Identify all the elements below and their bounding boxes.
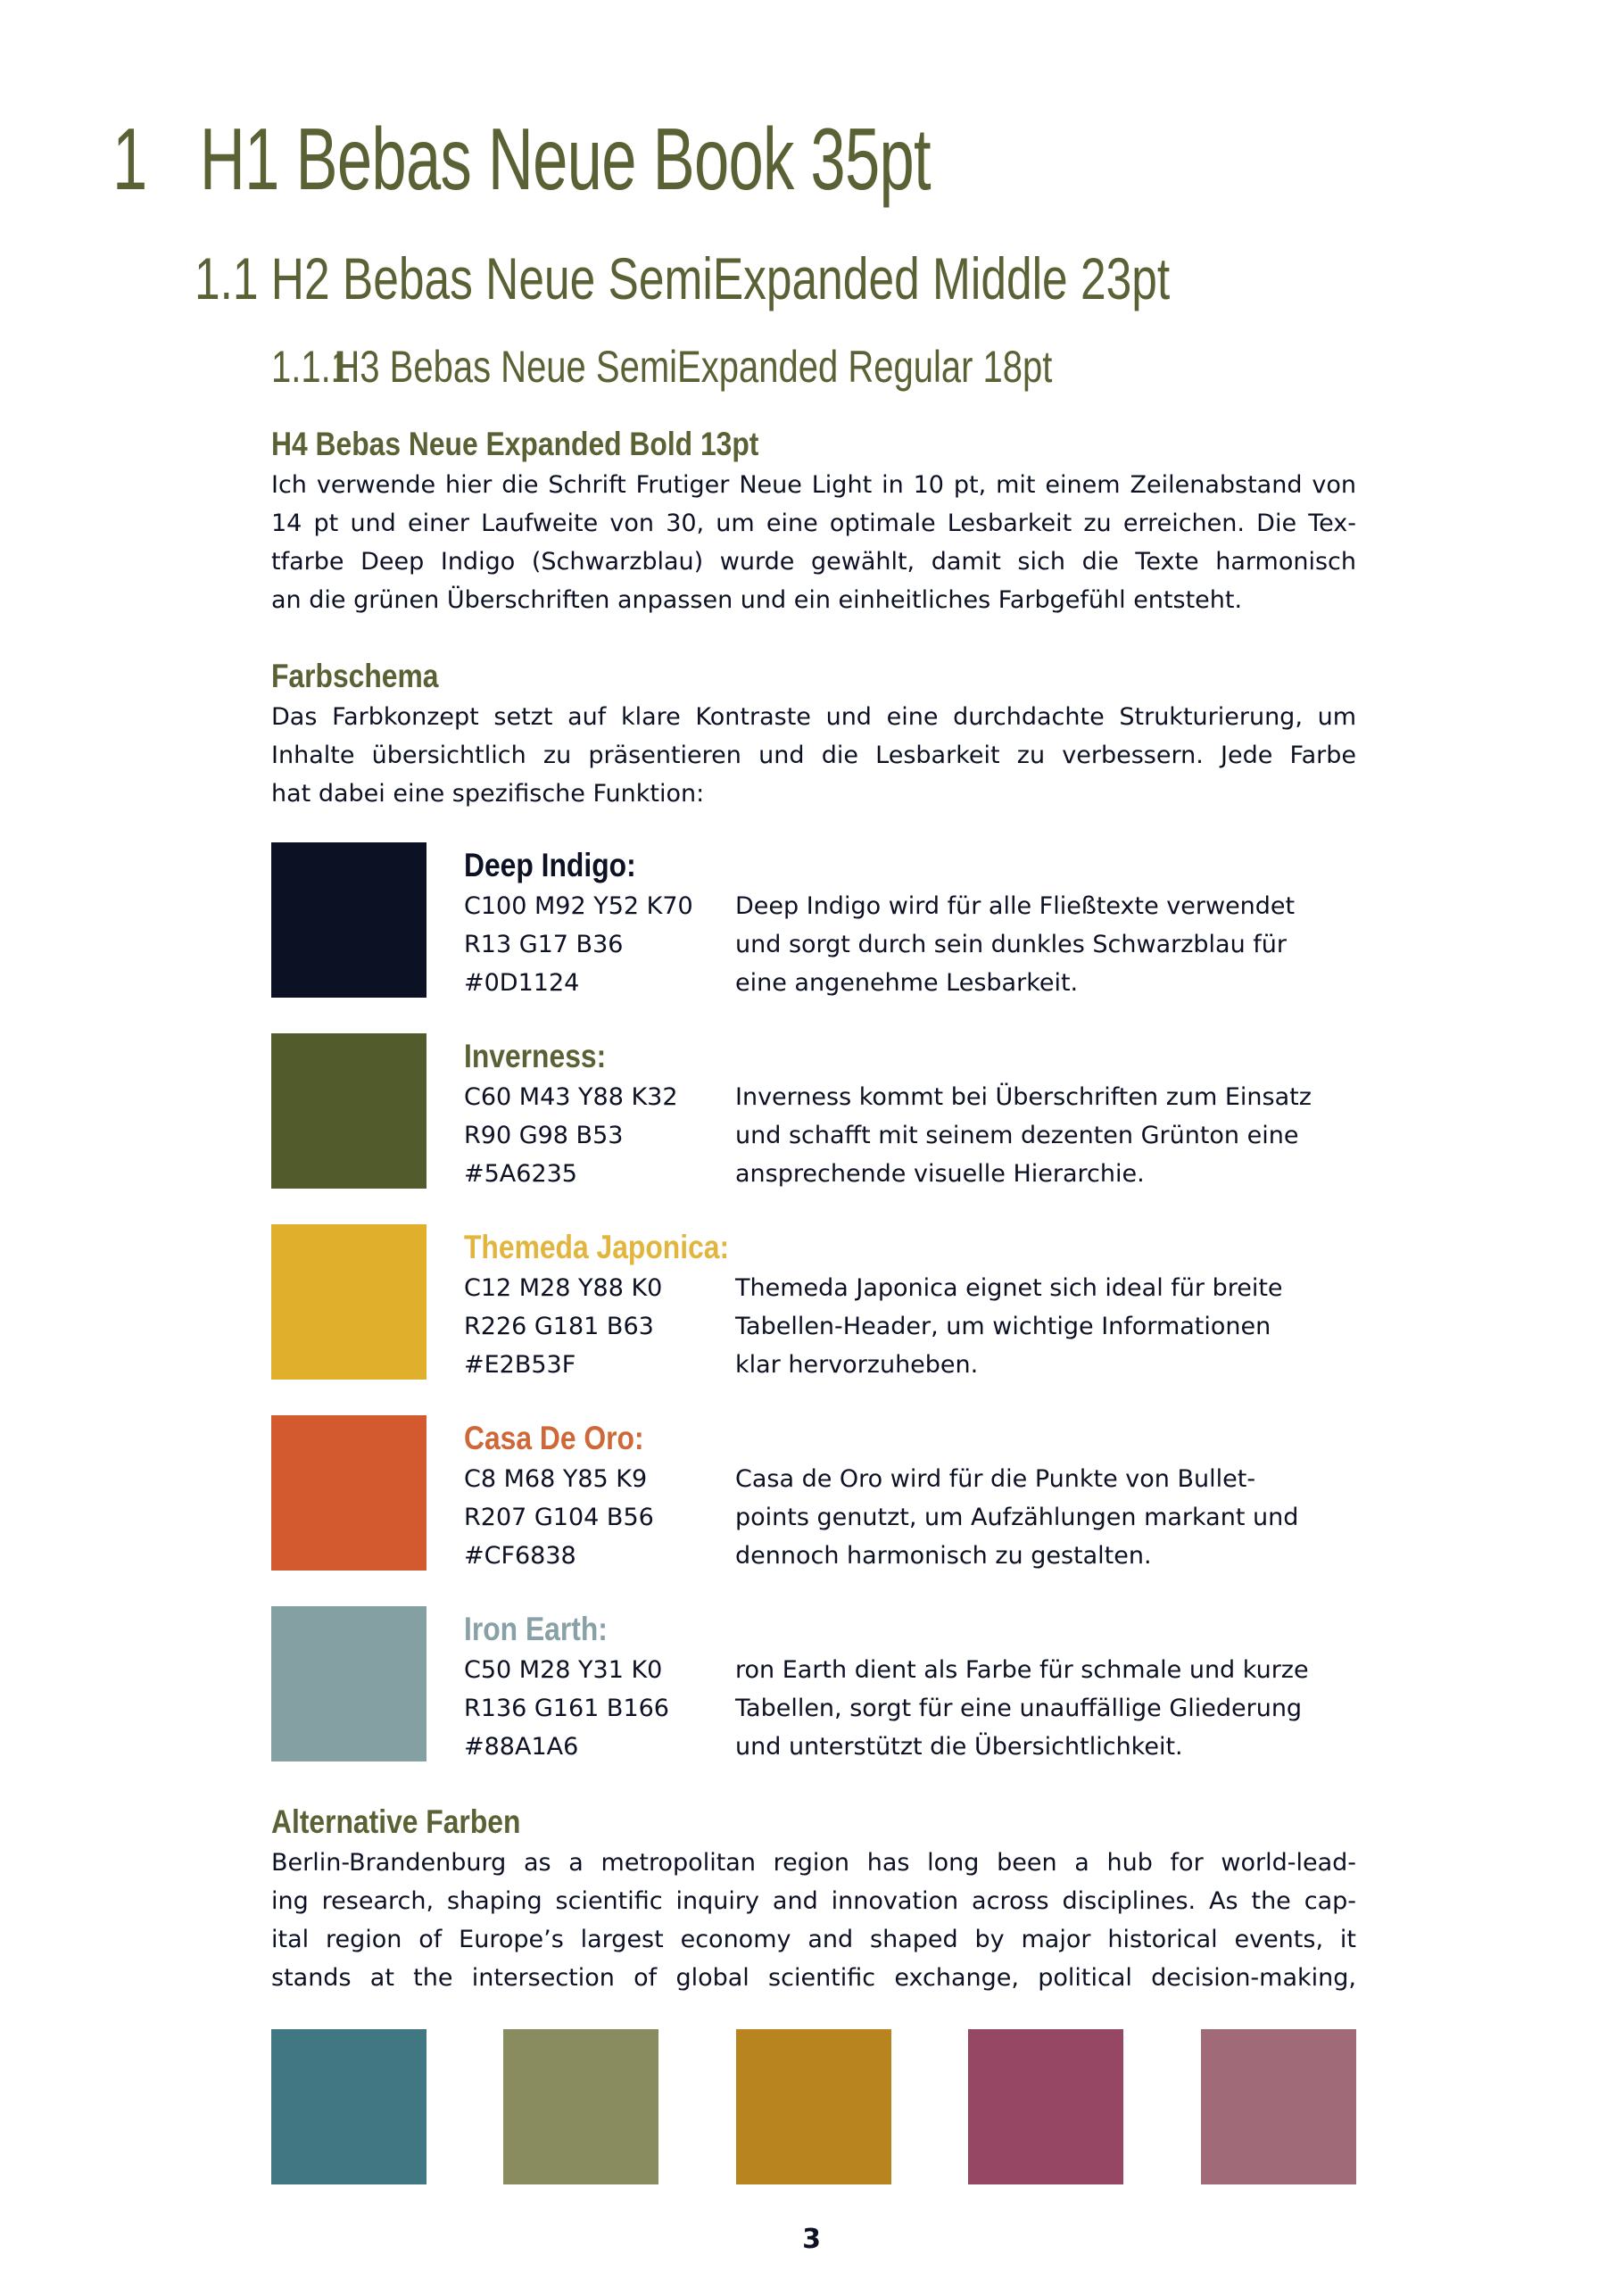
color-name: Inverness: <box>464 1038 607 1074</box>
description-line: klar hervorzuheben. <box>735 1351 979 1379</box>
description-line: und sorgt durch sein dunkles Schwarzblau für <box>735 931 1287 958</box>
color-swatch <box>271 1224 426 1380</box>
cmyk-value: C100 M92 Y52 K70 <box>464 892 693 920</box>
description-line: Themeda Japonica eignet sich ideal für breite <box>735 1274 1283 1302</box>
paragraph-line: 14 pt und einer Laufweite von 30, um eine optimale Lesbarkeit zu erreichen. Die Tex- <box>271 510 1356 537</box>
color-row-themeda-japonica <box>271 1224 1356 1381</box>
farbschema-paragraph <box>271 698 1356 813</box>
description-line: dennoch harmonisch zu gestalten. <box>735 1542 1152 1570</box>
color-description <box>735 1651 1309 1766</box>
description-line: Tabellen, sorgt für eine unauffällige Gliederung <box>735 1695 1303 1722</box>
color-name: Deep Indigo: <box>464 847 636 883</box>
color-row-iron-earth <box>271 1606 1356 1763</box>
heading-1-text: H1 Bebas Neue Book 35pt <box>199 110 931 208</box>
paragraph-line: stands at the intersection of global scientific exchange, political decision-making, <box>271 1964 1356 1992</box>
heading-4: H4 Bebas Neue Expanded Bold 13pt <box>271 426 759 462</box>
color-codes <box>464 1460 654 1575</box>
alt-color-swatch <box>271 2029 426 2184</box>
color-codes <box>464 1078 678 1193</box>
description-line: points genutzt, um Aufzählungen markant und <box>735 1504 1299 1531</box>
color-swatch <box>271 1033 426 1189</box>
color-description <box>735 1078 1312 1193</box>
color-codes <box>464 887 693 1002</box>
color-swatch <box>271 1606 426 1761</box>
paragraph-line: ing research, shaping scientific inquiry and innovation across disciplines. As the cap- <box>271 1887 1356 1915</box>
color-codes <box>464 1651 669 1766</box>
paragraph-line: an die grünen Überschriften anpassen und ein einheitliches Farbgefühl entsteht. <box>271 586 1243 614</box>
rgb-value: R226 G181 B63 <box>464 1313 654 1340</box>
hex-value: #0D1124 <box>464 969 580 997</box>
color-row-inverness <box>271 1033 1356 1190</box>
paragraph-line: Das Farbkonzept setzt auf klare Kontraste und eine durchdachte Strukturierung, um <box>271 703 1356 731</box>
alt-color-swatch <box>503 2029 658 2184</box>
paragraph-line: Ich verwende hier die Schrift Frutiger Neue Light in 10 pt, mit einem Zeilenabstand von <box>271 471 1356 499</box>
cmyk-value: C60 M43 Y88 K32 <box>464 1083 678 1111</box>
heading-1-number: 1 <box>112 110 147 208</box>
description-line: Tabellen-Header, um wichtige Informationen <box>735 1313 1271 1340</box>
hex-value: #CF6838 <box>464 1542 576 1570</box>
heading-1 <box>112 105 931 212</box>
color-row-casa-de-oro <box>271 1415 1356 1572</box>
heading-2 <box>195 243 1170 314</box>
alt-color-swatch <box>736 2029 891 2184</box>
hex-value: #E2B53F <box>464 1351 576 1379</box>
paragraph-line: Berlin-Brandenburg as a metropolitan region has long been a hub for world-lead- <box>271 1849 1356 1877</box>
color-swatch <box>271 1415 426 1571</box>
cmyk-value: C12 M28 Y88 K0 <box>464 1274 663 1302</box>
paragraph-line: Inhalte übersichtlich zu präsentieren und die Lesbarkeit zu verbessern. Jede Farbe <box>271 742 1356 769</box>
heading-3-text: H3 Bebas Neue SemiExpanded Regular 18pt <box>334 342 1053 392</box>
heading-2-text: H2 Bebas Neue SemiExpanded Middle 23pt <box>270 245 1171 311</box>
heading-3 <box>271 339 1052 394</box>
color-swatch <box>271 842 426 998</box>
description-line: Inverness kommt bei Überschriften zum Einsatz <box>735 1083 1312 1111</box>
intro-paragraph <box>271 466 1356 619</box>
cmyk-value: C8 M68 Y85 K9 <box>464 1465 648 1493</box>
page-number: 3 <box>802 2224 821 2255</box>
alt-color-swatch <box>968 2029 1123 2184</box>
hex-value: #5A6235 <box>464 1160 577 1188</box>
color-description <box>735 887 1295 1002</box>
color-codes <box>464 1269 662 1384</box>
farbschema-heading: Farbschema <box>271 658 439 694</box>
color-name: Themeda Japonica: <box>464 1229 730 1265</box>
rgb-value: R136 G161 B166 <box>464 1695 669 1722</box>
description-line: eine angenehme Lesbarkeit. <box>735 969 1079 997</box>
heading-2-number: 1.1 <box>195 245 259 311</box>
rgb-value: R207 G104 B56 <box>464 1504 654 1531</box>
paragraph-line: hat dabei eine spezifische Funktion: <box>271 780 705 808</box>
cmyk-value: C50 M28 Y31 K0 <box>464 1656 663 1684</box>
hex-value: #88A1A6 <box>464 1733 579 1761</box>
description-line: ron Earth dient als Farbe für schmale und kurze <box>735 1656 1309 1684</box>
description-line: ansprechende visuelle Hierarchie. <box>735 1160 1145 1188</box>
paragraph-line: ital region of Europe’s largest economy and shaped by major historical events, it <box>271 1926 1356 1953</box>
alternative-swatches <box>271 2029 1356 2184</box>
color-description <box>735 1269 1283 1384</box>
alternative-heading: Alternative Farben <box>271 1803 521 1840</box>
rgb-value: R13 G17 B36 <box>464 931 624 958</box>
description-line: Deep Indigo wird für alle Fließtexte verwendet <box>735 892 1296 920</box>
color-name: Casa De Oro: <box>464 1420 644 1456</box>
color-description <box>735 1460 1298 1575</box>
color-name: Iron Earth: <box>464 1611 608 1647</box>
description-line: Casa de Oro wird für die Punkte von Bullet- <box>735 1465 1256 1493</box>
description-line: und unterstützt die Übersichtlichkeit. <box>735 1733 1183 1761</box>
alternative-paragraph <box>271 1844 1356 1997</box>
rgb-value: R90 G98 B53 <box>464 1122 624 1149</box>
heading-3-number: 1.1.1 <box>271 342 351 392</box>
paragraph-line: tfarbe Deep Indigo (Schwarzblau) wurde gewählt, damit sich die Texte harmonisch <box>271 548 1356 576</box>
alt-color-swatch <box>1201 2029 1356 2184</box>
color-row-deep-indigo <box>271 842 1356 999</box>
description-line: und schafft mit seinem dezenten Grünton eine <box>735 1122 1299 1149</box>
